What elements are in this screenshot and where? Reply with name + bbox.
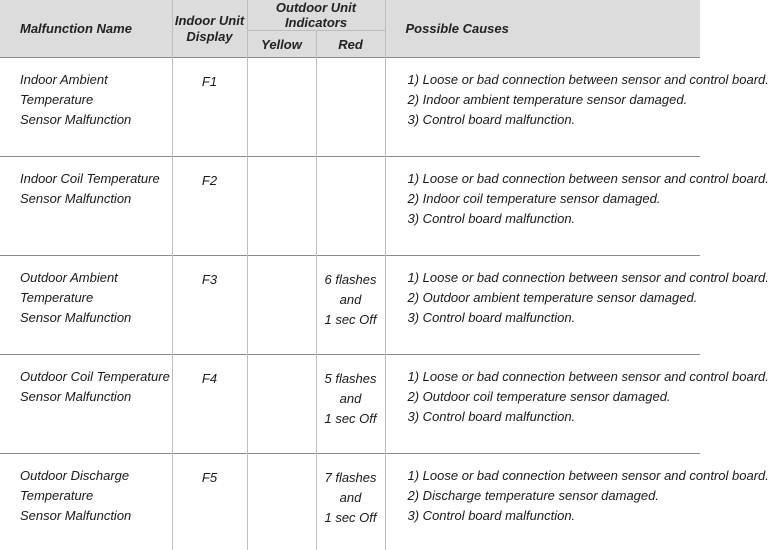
header-malfunction-name: Malfunction Name	[0, 0, 172, 58]
malfunction-name-cell	[0, 157, 172, 256]
cause-2: 2) Outdoor coil temperature sensor damaged.	[408, 387, 701, 407]
cause-1: 1) Loose or bad connection between sensor and control board.	[408, 70, 701, 90]
yellow-indicator-cell	[247, 355, 316, 454]
table-header	[0, 0, 700, 58]
red-indicator-cell	[316, 256, 385, 355]
header-yellow: Yellow	[247, 31, 316, 58]
malfunction-name-line1: Outdoor Coil Temperature	[20, 367, 172, 387]
indoor-display-code: F4	[172, 355, 247, 454]
header-possible-causes: Possible Causes	[385, 0, 700, 58]
cause-2: 2) Discharge temperature sensor damaged.	[408, 486, 701, 506]
indoor-display-code: F3	[172, 256, 247, 355]
cause-1: 1) Loose or bad connection between sensor and control board.	[408, 169, 701, 189]
red-indicator-cell	[316, 454, 385, 550]
table-row	[0, 58, 700, 157]
malfunction-name-line1: Indoor Coil Temperature	[20, 169, 172, 189]
cause-3: 3) Control board malfunction.	[408, 209, 701, 229]
header-indoor-line1: Indoor Unit	[173, 13, 247, 29]
malfunction-name-cell	[0, 355, 172, 454]
cause-2: 2) Outdoor ambient temperature sensor damaged.	[408, 288, 701, 308]
header-indoor-line2: Display	[173, 29, 247, 45]
malfunction-name-cell	[0, 454, 172, 550]
cause-1: 1) Loose or bad connection between sensor and control board.	[408, 466, 701, 486]
cause-3: 3) Control board malfunction.	[408, 506, 701, 526]
header-outdoor-unit-indicators: Outdoor Unit Indicators	[247, 0, 385, 31]
malfunction-name-line2: Sensor Malfunction	[20, 110, 172, 130]
malfunction-name-line2: Sensor Malfunction	[20, 506, 172, 526]
malfunction-name-line2: Sensor Malfunction	[20, 189, 172, 209]
red-line3: 1 sec Off	[317, 409, 385, 429]
red-line1: 5 flashes	[317, 369, 385, 389]
yellow-indicator-cell	[247, 256, 316, 355]
possible-causes-cell	[385, 58, 700, 157]
red-indicator-cell	[316, 355, 385, 454]
table-row	[0, 355, 700, 454]
malfunction-name-cell	[0, 256, 172, 355]
possible-causes-cell	[385, 157, 700, 256]
header-indoor-unit-display	[172, 0, 247, 58]
malfunction-name-line1: Outdoor Ambient Temperature	[20, 268, 172, 308]
red-indicator-cell	[316, 157, 385, 256]
cause-2: 2) Indoor coil temperature sensor damaged.	[408, 189, 701, 209]
indoor-display-code: F2	[172, 157, 247, 256]
red-line1: 6 flashes	[317, 270, 385, 290]
yellow-indicator-cell	[247, 454, 316, 550]
malfunction-name-line2: Sensor Malfunction	[20, 387, 172, 407]
table-row	[0, 454, 700, 550]
malfunction-name-line2: Sensor Malfunction	[20, 308, 172, 328]
cause-3: 3) Control board malfunction.	[408, 407, 701, 427]
header-red: Red	[316, 31, 385, 58]
cause-1: 1) Loose or bad connection between sensor and control board.	[408, 268, 701, 288]
table-row	[0, 256, 700, 355]
red-line1: 7 flashes	[317, 468, 385, 488]
cause-1: 1) Loose or bad connection between sensor and control board.	[408, 367, 701, 387]
malfunction-name-line1: Indoor Ambient Temperature	[20, 70, 172, 110]
yellow-indicator-cell	[247, 157, 316, 256]
cause-2: 2) Indoor ambient temperature sensor damaged.	[408, 90, 701, 110]
red-line3: 1 sec Off	[317, 508, 385, 528]
red-line2: and	[317, 389, 385, 409]
cause-3: 3) Control board malfunction.	[408, 308, 701, 328]
table-body	[0, 58, 700, 550]
red-line2: and	[317, 290, 385, 310]
possible-causes-cell	[385, 454, 700, 550]
yellow-indicator-cell	[247, 58, 316, 157]
cause-3: 3) Control board malfunction.	[408, 110, 701, 130]
table-row	[0, 157, 700, 256]
red-indicator-cell	[316, 58, 385, 157]
red-line3: 1 sec Off	[317, 310, 385, 330]
indoor-display-code: F1	[172, 58, 247, 157]
red-line2: and	[317, 488, 385, 508]
possible-causes-cell	[385, 355, 700, 454]
possible-causes-cell	[385, 256, 700, 355]
malfunction-name-line1: Outdoor Discharge Temperature	[20, 466, 172, 506]
malfunction-name-cell	[0, 58, 172, 157]
indoor-display-code: F5	[172, 454, 247, 550]
